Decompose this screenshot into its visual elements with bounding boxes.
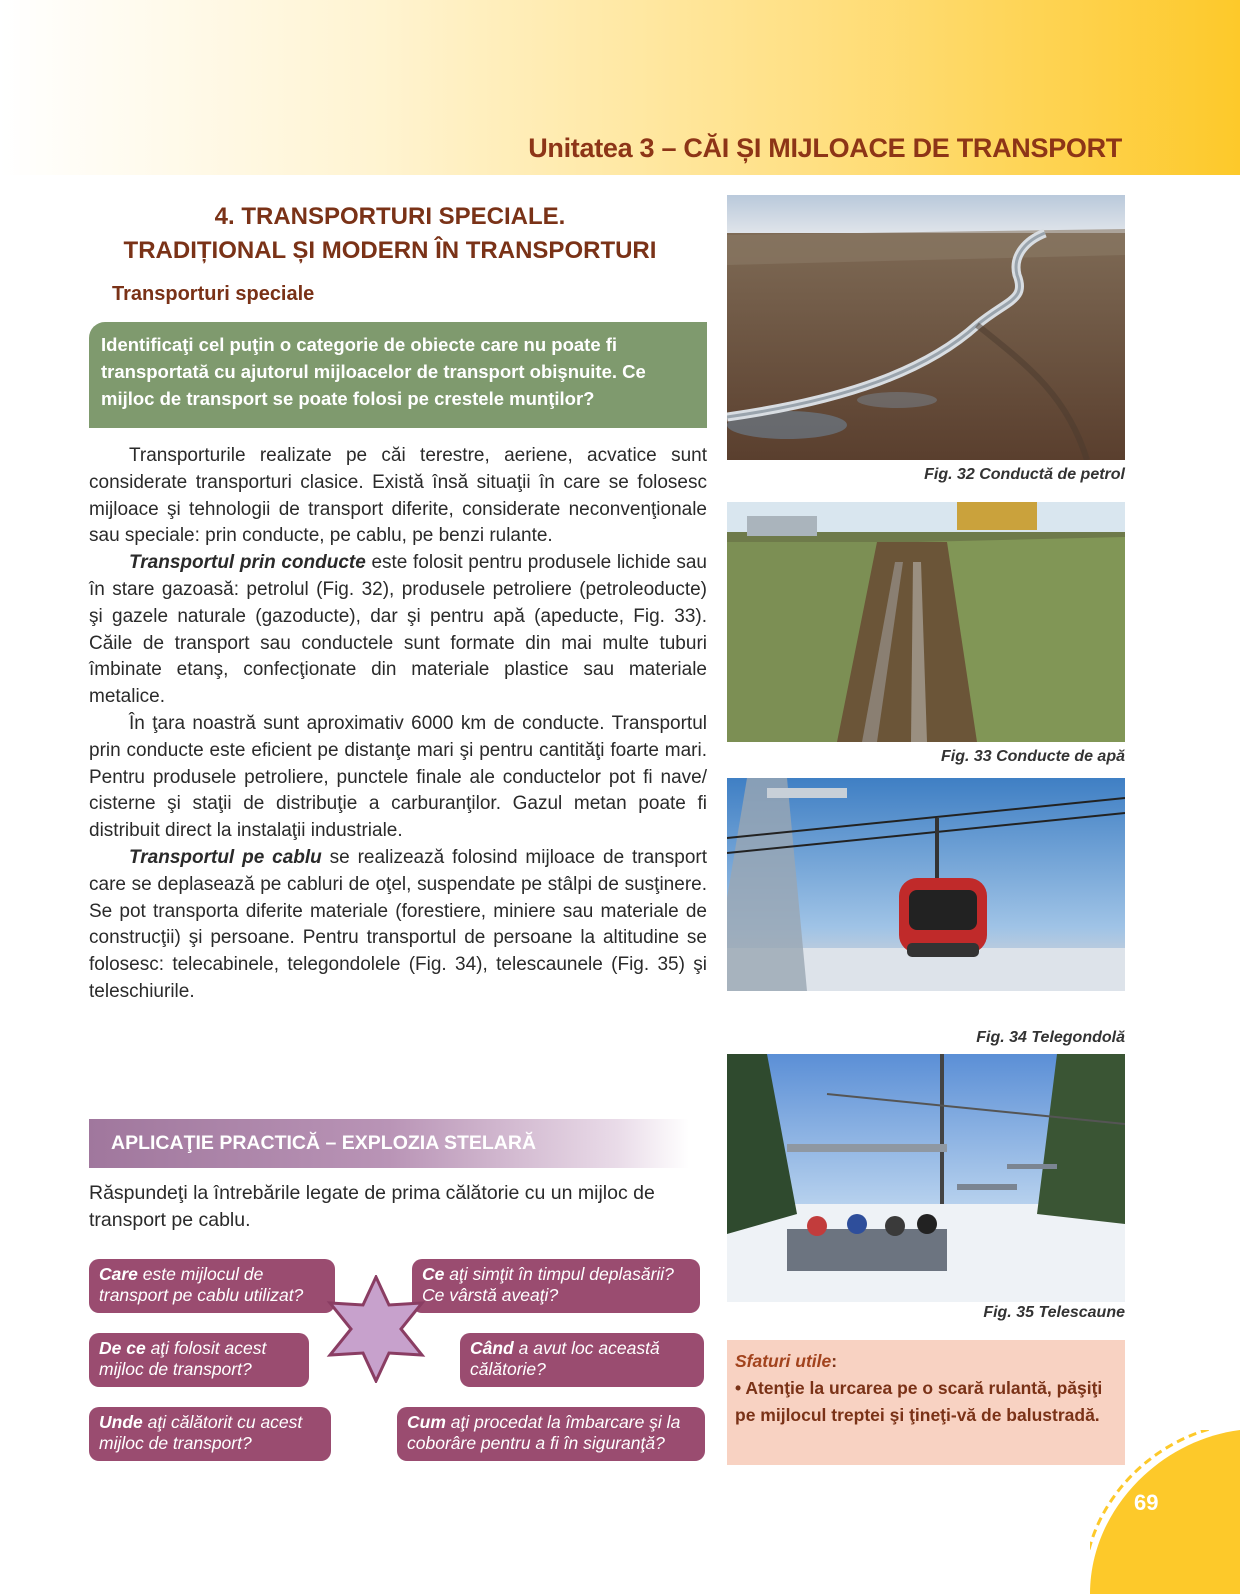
- question-pill-3: [89, 1333, 309, 1387]
- question-pill-5-keyword: Unde: [99, 1412, 143, 1432]
- question-pill-4: [460, 1333, 704, 1387]
- paragraph-4: [89, 845, 707, 1006]
- application-banner: APLICAŢIE PRACTICĂ – EXPLOZIA STELARĂ: [89, 1119, 689, 1168]
- tips-text: • Atenţie la urcarea pe o scară rulantă, păşiţi pe mijlocul treptei şi ţineţi-vă de balustradă.: [735, 1378, 1103, 1425]
- question-pill-1: [89, 1259, 335, 1313]
- fig32-photo: [727, 195, 1125, 460]
- tips-title-row: [735, 1348, 1117, 1375]
- question-pill-5-text: aţi călătorit cu acest mijloc de transport?: [99, 1412, 303, 1453]
- question-pill-1-text: este mijlocul de transport pe cablu utilizat?: [99, 1264, 304, 1305]
- question-pill-6-text: aţi procedat la îmbarcare şi la coborâre pentru a fi în siguranţă?: [407, 1412, 681, 1453]
- paragraph-3: În ţara noastră sunt aproximativ 6000 km de conducte. Transportul prin conducte este eficient pe distanţe mari şi pentru cantităţi foarte mari. Pentru produsele petroliere, punctele finale ale conductelor pot fi nave/ cisterne şi staţii de distribuţie a carburanţilor. Gazul metan poate fi distribuit direct la instalaţii industriale.: [89, 712, 707, 842]
- lesson-title: [90, 200, 690, 268]
- question-pill-3-text: aţi folosit acest mijloc de transport?: [99, 1338, 267, 1379]
- paragraph-4-emphasis: Transportul pe cablu: [129, 846, 322, 868]
- fig34-photo: [727, 778, 1125, 991]
- subheading: Transporturi speciale: [112, 283, 315, 305]
- paragraph-2-emphasis: Transportul prin conducte: [129, 552, 366, 574]
- oil-pipeline-image: [727, 195, 1125, 460]
- page-number-badge: [1090, 1430, 1240, 1594]
- question-pill-2-keyword: Ce: [422, 1264, 445, 1284]
- question-pill-6: [397, 1407, 705, 1461]
- question-box: Identificaţi cel puţin o categorie de obiecte care nu poate fi transportată cu ajutorul mijloacelor de transport obişnuite. Ce mijloc de transport se poate folosi pe crestele munţilor?: [89, 322, 707, 428]
- fig32-caption: Fig. 32 Conductă de petrol: [924, 466, 1125, 483]
- question-pill-2: [412, 1259, 700, 1313]
- unit-header: Unitatea 3 – CĂI ȘI MIJLOACE DE TRANSPORT: [528, 133, 1122, 163]
- fig33-photo: [727, 502, 1125, 742]
- chairlift-image: [727, 1054, 1125, 1302]
- question-pill-4-keyword: Când: [470, 1338, 514, 1358]
- lesson-title-line1: 4. TRANSPORTURI SPECIALE.: [214, 203, 566, 230]
- fig33-caption: Fig. 33 Conducte de apă: [940, 748, 1125, 765]
- tips-title: Sfaturi utile: [735, 1351, 832, 1371]
- fig35-caption: Fig. 35 Telescaune: [983, 1304, 1125, 1321]
- water-pipes-image: [727, 502, 1125, 742]
- page-number: 69: [1134, 1490, 1159, 1515]
- question-pill-6-keyword: Cum: [407, 1412, 446, 1432]
- paragraph-2-text: este folosit pentru produsele lichide sau în stare gazoasă: petrolul (Fig. 32), produsele petroliere (petroleoducte) şi gazele naturale (gazoducte), dar şi pentru apă (apeducte, Fig. 33). Căile de transport sau conductele sunt formate din mai multe tuburi îmbinate etanş, confecţionate din materiale plastice sau materiale metalice.: [89, 552, 708, 708]
- body-text: [89, 443, 707, 1006]
- question-pill-4-text: a avut loc această călătorie?: [470, 1338, 660, 1379]
- lesson-title-line2: TRADIȚIONAL ȘI MODERN ÎN TRANSPORTURI: [123, 237, 657, 264]
- gondola-image: [727, 778, 1125, 991]
- fig35-photo: [727, 1054, 1125, 1302]
- application-intro: Răspundeţi la întrebările legate de prima călătorie cu un mijloc de transport pe cablu.: [89, 1182, 655, 1231]
- question-pill-3-keyword: De ce: [99, 1338, 146, 1358]
- fig34-caption: Fig. 34 Telegondolă: [976, 1029, 1125, 1046]
- paragraph-2: [89, 550, 707, 711]
- paragraph-4-text: se realizează folosind mijloace de transport care se deplasează pe cabluri de oţel, suspendate pe stâlpi de susţinere. Se pot transporta diferite materiale (forestiere, miniere sau materiale de construcţii) şi persoane. Pentru transportul de persoane la altitudine se folosesc: telecabinele, telegondolele (Fig. 34), telescaunele (Fig. 35) şi teleschiurile.: [89, 846, 707, 1002]
- six-point-star-icon: [326, 1275, 426, 1383]
- question-pill-5: [89, 1407, 331, 1461]
- paragraph-1: Transporturile realizate pe căi terestre, aeriene, acvatice sunt considerate transporturi clasice. Există însă situaţii în care se folosesc mijloace şi tehnologii de transport diferite, considerate neconvenţionale sau speciale: prin conducte, pe cablu, pe benzi rulante.: [89, 445, 707, 547]
- question-pill-1-keyword: Care: [99, 1264, 138, 1284]
- question-pill-2-text: aţi simţit în timpul deplasării? Ce vârstă aveaţi?: [422, 1264, 674, 1305]
- tips-box: [727, 1340, 1125, 1465]
- tips-colon: :: [831, 1351, 838, 1371]
